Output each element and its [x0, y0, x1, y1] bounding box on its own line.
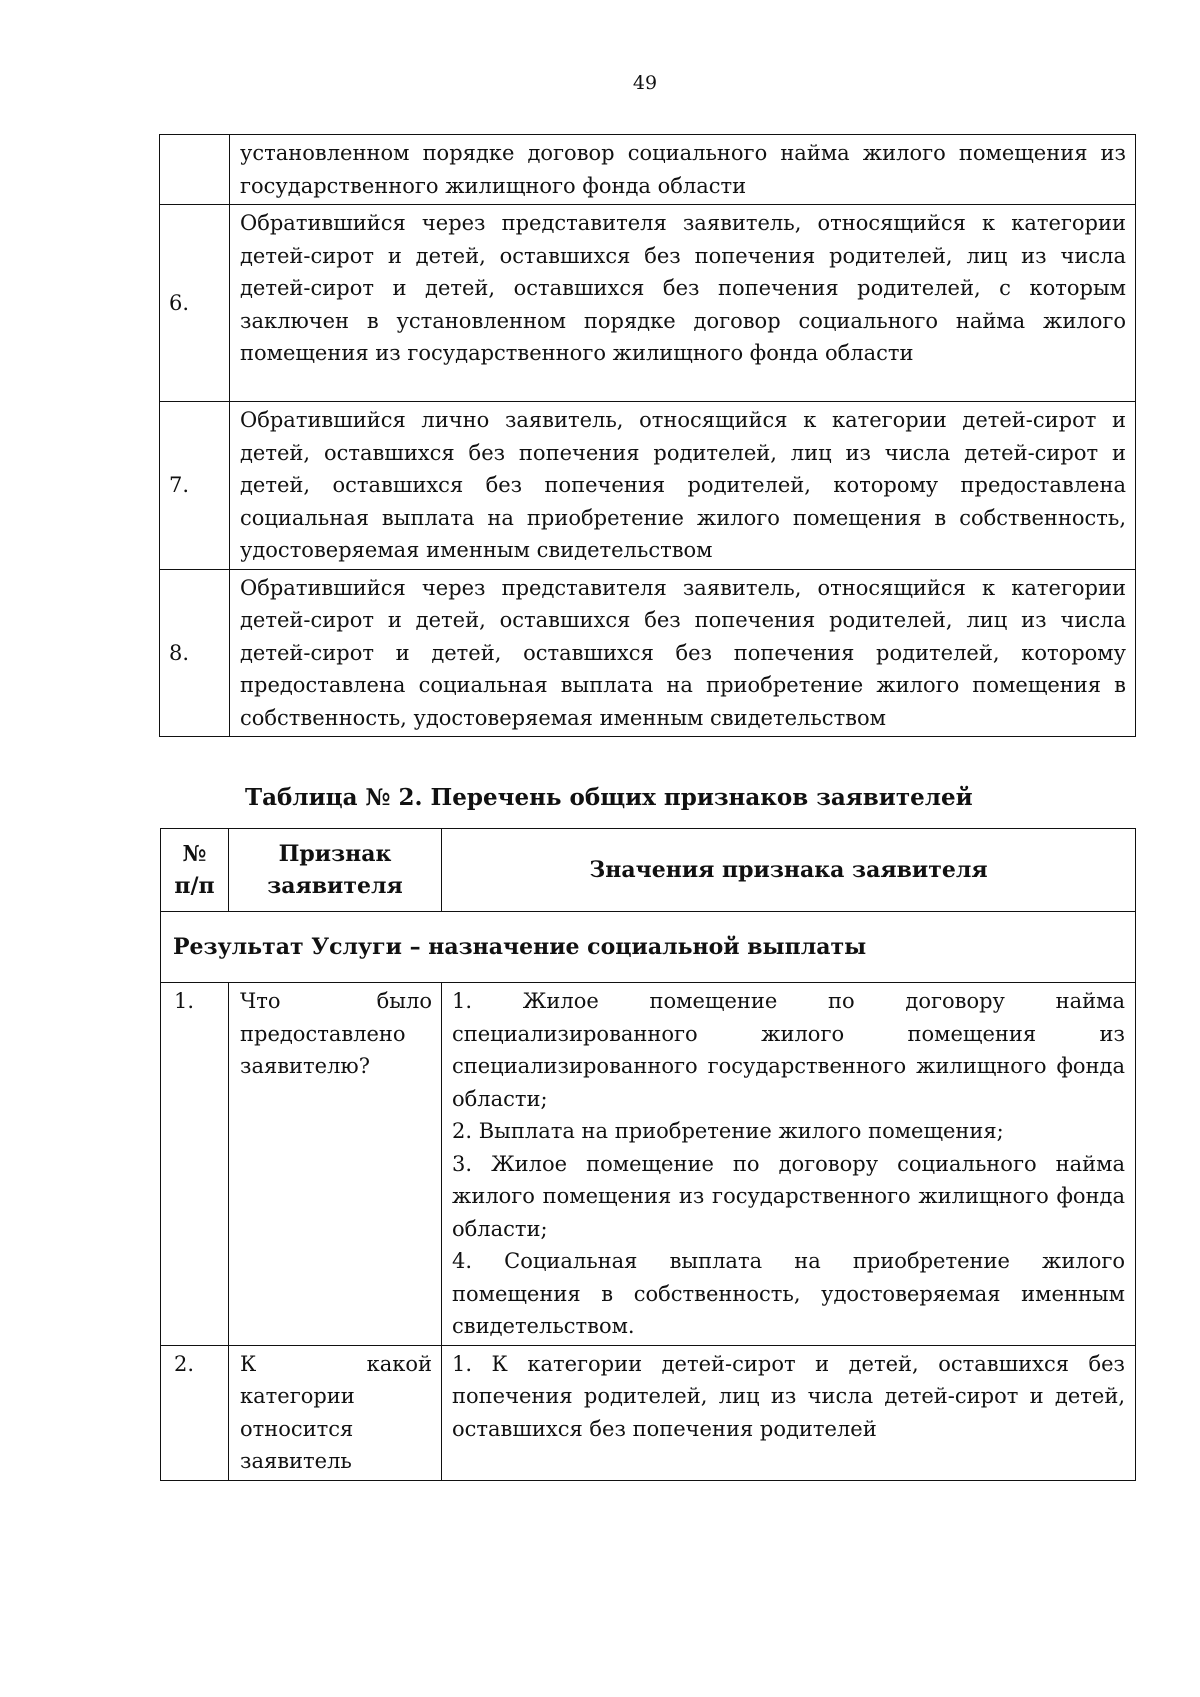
row-number: 1.	[161, 983, 229, 1346]
row-values	[442, 1345, 1136, 1480]
row-text: Обратившийся через представителя заявитель, относящийся к категории детей-сирот и детей, оставшихся без попечения родителей, лиц из числа детей-сирот и детей, оставшихся без попечения родителей, которому предоставлена социальная выплата на приобретение жилого помещения в собственность, удостоверяемая именным свидетельством	[230, 569, 1136, 737]
section-row	[161, 912, 1136, 983]
value-item: 1. К категории детей-сирот и детей, оставшихся без попечения родителей, лиц из числа детей-сирот и детей, оставшихся без попечения родителей	[452, 1351, 1125, 1441]
value-item: 1. Жилое помещение по договору найма специализированного жилого помещения из специализированного государственного жилищного фонда области;	[452, 989, 1125, 1111]
table-row	[160, 569, 1136, 737]
table-row	[161, 1345, 1136, 1480]
row-number	[160, 135, 230, 205]
section-title: Результат Услуги – назначение социальной выплаты	[161, 912, 1136, 983]
table-header-row	[161, 829, 1136, 912]
header-values: Значения признака заявителя	[442, 829, 1136, 912]
header-feature	[229, 829, 442, 912]
value-item: 3. Жилое помещение по договору социального найма жилого помещения из государственного жилищного фонда области;	[452, 1151, 1125, 1241]
table2-title: Таблица № 2. Перечень общих признаков заявителей	[245, 784, 973, 811]
row-feature: К какой категории относится заявитель	[229, 1345, 442, 1480]
applicant-variants-table-continued	[159, 134, 1136, 737]
table-row	[160, 135, 1136, 205]
row-feature: Что было предоставлено заявителю?	[229, 983, 442, 1346]
page-number: 49	[632, 72, 658, 94]
table-row	[160, 402, 1136, 570]
row-number: 2.	[161, 1345, 229, 1480]
header-number-line1: №	[182, 841, 207, 867]
value-item: 4. Социальная выплата на приобретение жилого помещения в собственность, удостоверяемая именным свидетельством.	[452, 1249, 1125, 1338]
applicant-features-table	[160, 828, 1136, 1481]
table-row	[161, 983, 1136, 1346]
header-number-line2: п/п	[174, 873, 215, 899]
row-number: 7.	[160, 402, 230, 570]
row-number: 6.	[160, 205, 230, 402]
header-feature-line1: Признак	[278, 841, 392, 867]
row-text: Обратившийся через представителя заявитель, относящийся к категории детей-сирот и детей, оставшихся без попечения родителей, лиц из числа детей-сирот и детей, оставшихся без попечения родителей, с которым заключен в установленном порядке договор социального найма жилого помещения из государственного жилищного фонда области	[230, 205, 1136, 402]
row-text: установленном порядке договор социального найма жилого помещения из государственного жилищного фонда области	[230, 135, 1136, 205]
row-number: 8.	[160, 569, 230, 737]
row-values	[442, 983, 1136, 1346]
header-number	[161, 829, 229, 912]
row-text: Обратившийся лично заявитель, относящийся к категории детей-сирот и детей, оставшихся без попечения родителей, лиц из числа детей-сирот и детей, оставшихся без попечения родителей, которому предоставлена социальная выплата на приобретение жилого помещения в собственность, удостоверяемая именным свидетельством	[230, 402, 1136, 570]
value-item: 2. Выплата на приобретение жилого помещения;	[452, 1119, 1004, 1143]
table-row	[160, 205, 1136, 402]
header-feature-line2: заявителя	[267, 873, 403, 899]
